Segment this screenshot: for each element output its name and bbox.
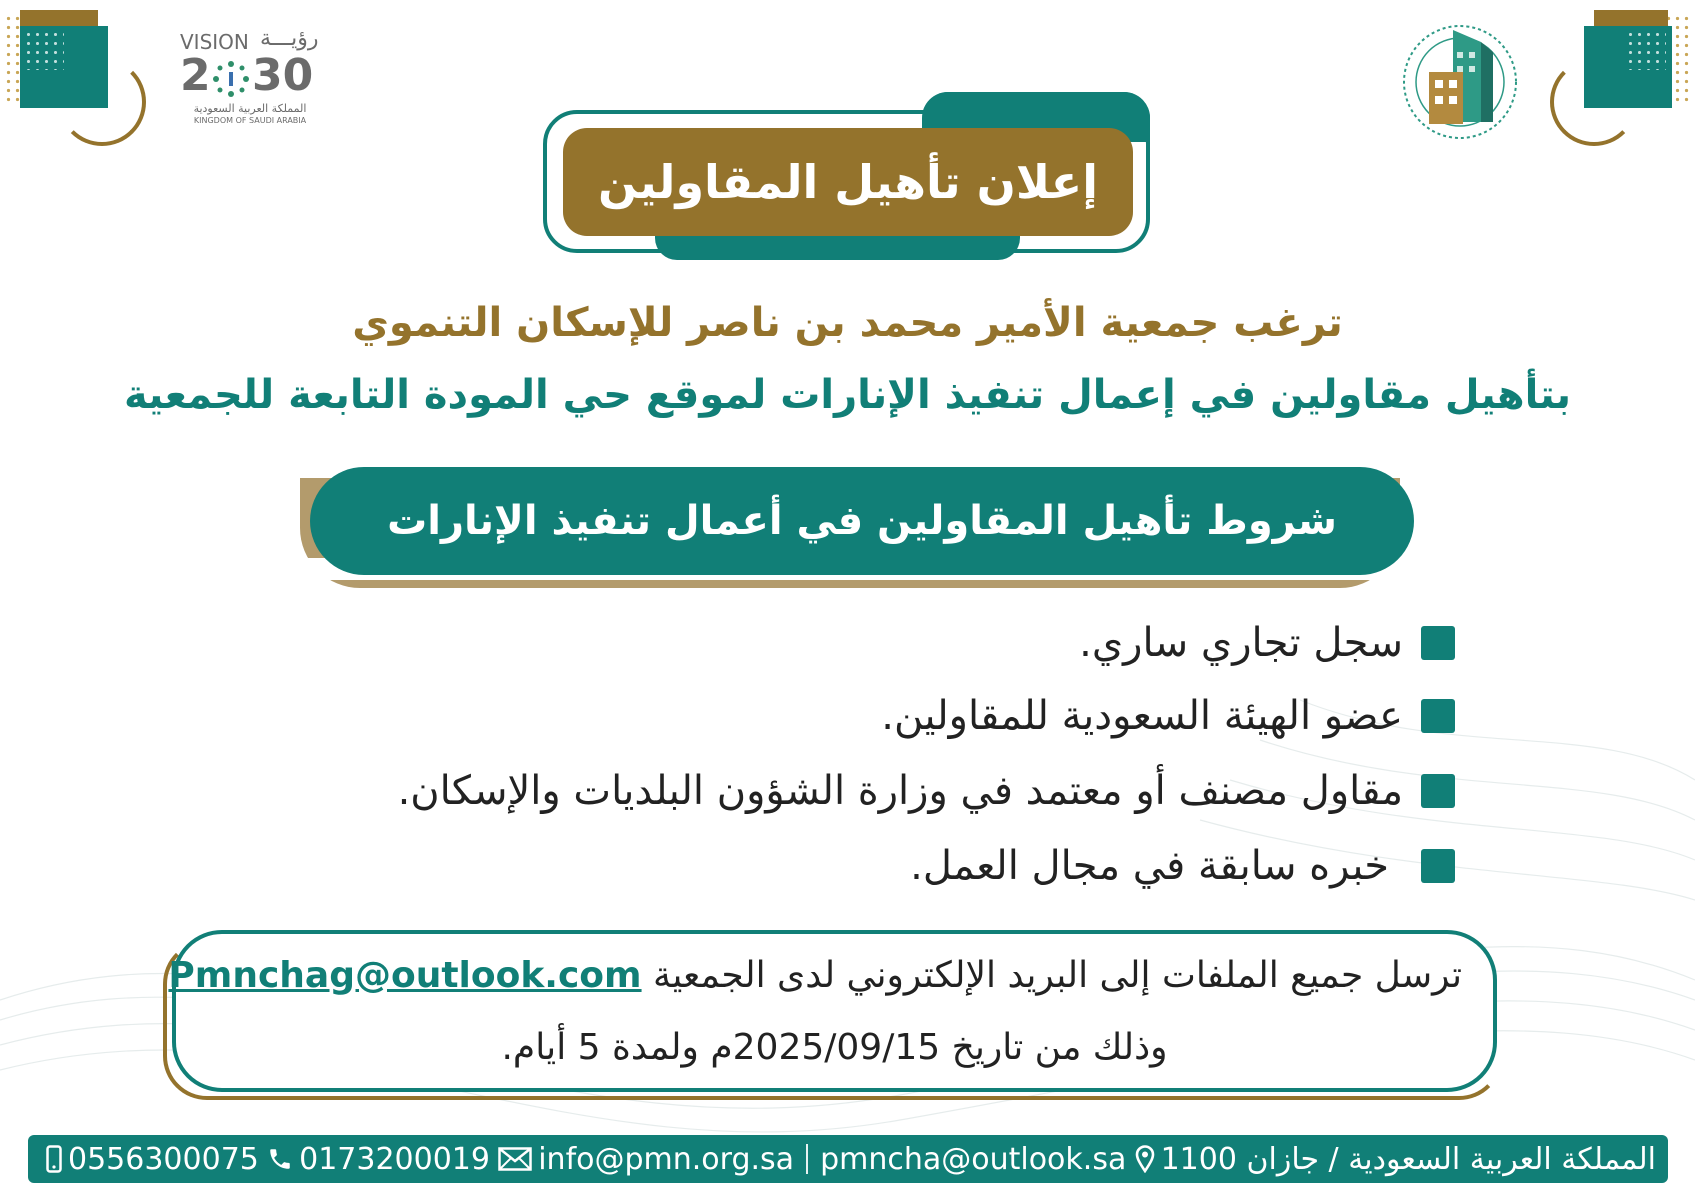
footer-address-text: المملكة العربية السعودية / جازان 1100 (1160, 1141, 1656, 1177)
building-emblem-icon (1395, 12, 1525, 142)
submission-email-link[interactable]: Pmnchag@outlook.com (168, 955, 642, 996)
corner-dots-overlay-right (1626, 30, 1666, 70)
footer-separator (806, 1144, 808, 1174)
footer-mobile-number: 0556300075 (68, 1141, 259, 1177)
intro-line-2: بتأهيل مقاولين في إعمال تنفيذ الإنارات لموقع حي المودة التابعة للجمعية (123, 372, 1572, 418)
condition-text: خبره سابقة في مجال العمل. (910, 843, 1389, 889)
list-item (1079, 620, 1455, 666)
mobile-icon (46, 1145, 62, 1173)
corner-ring-right (1550, 58, 1638, 146)
footer-phone-number: 0173200019 (299, 1141, 490, 1177)
vision-emblem-icon (210, 58, 252, 100)
submission-line-1 (168, 955, 1462, 996)
condition-text: عضو الهيئة السعودية للمقاولين. (881, 693, 1403, 739)
list-item (398, 768, 1455, 814)
conditions-heading (310, 467, 1414, 575)
footer-bar (28, 1135, 1668, 1183)
square-bullet-icon (1421, 849, 1455, 883)
footer-phone[interactable] (261, 1142, 490, 1177)
corner-ring-left (58, 58, 146, 146)
footer-email-1: info@pmn.org.sa (538, 1141, 795, 1177)
title-banner (563, 128, 1133, 236)
square-bullet-icon (1421, 774, 1455, 808)
location-pin-icon (1135, 1145, 1155, 1173)
square-bullet-icon (1421, 699, 1455, 733)
condition-text: سجل تجاري ساري. (1079, 620, 1403, 666)
mail-icon (498, 1147, 532, 1171)
vision-country-ar: المملكة العربية السعودية (193, 102, 307, 115)
vision-country-en: KINGDOM OF SAUDI ARABIA (193, 116, 307, 125)
vision-2030-logo (180, 26, 325, 130)
phone-icon (267, 1146, 293, 1172)
list-item (881, 693, 1455, 739)
vision-label-en: VISION (180, 30, 249, 54)
submission-line-2: وذلك من تاريخ 2025/09/15م ولمدة 5 أيام. (501, 1027, 1168, 1068)
page-title: إعلان تأهيل المقاولين (598, 155, 1098, 209)
footer-email[interactable] (492, 1142, 1126, 1177)
list-item (910, 843, 1455, 889)
conditions-heading-text: شروط تأهيل المقاولين في أعمال تنفيذ الإنارات (387, 498, 1337, 544)
footer-email-2: pmncha@outlook.sa (820, 1141, 1127, 1177)
vision-label-ar: رؤيـــة (260, 26, 319, 51)
square-bullet-icon (1421, 626, 1455, 660)
footer-address (1129, 1142, 1656, 1177)
vision-year-right: 30 (252, 50, 314, 101)
footer-mobile[interactable] (40, 1142, 259, 1177)
submission-prefix: ترسل جميع الملفات إلى البريد الإلكتروني لدى الجمعية (653, 955, 1462, 996)
intro-line-1: ترغب جمعية الأمير محمد بن ناصر للإسكان التنموي (352, 300, 1343, 346)
corner-dots-overlay-left (24, 30, 64, 70)
vision-year-left: 2 (180, 50, 211, 101)
condition-text: مقاول مصنف أو معتمد في وزارة الشؤون البلديات والإسكان. (397, 768, 1403, 814)
